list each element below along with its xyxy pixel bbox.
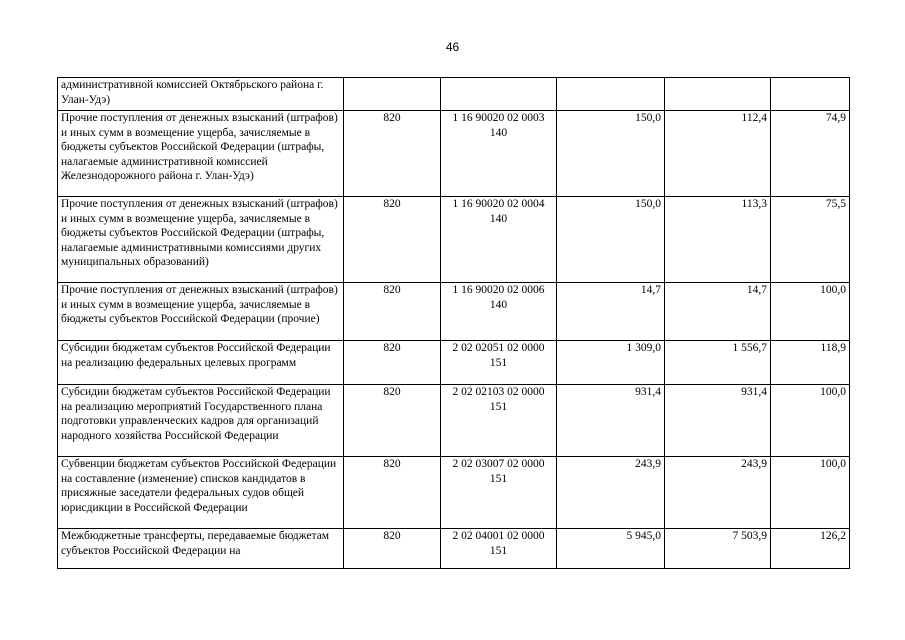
admin-code-cell: 820: [344, 341, 441, 385]
budget-code-cell: 1 16 90020 02 0003 140: [441, 111, 557, 197]
percent-cell: 74,9: [771, 111, 850, 197]
revenue-name-cell: Прочие поступления от денежных взысканий (штрафов) и иных сумм в возмещение ущерба, зачисляемые в бюджеты субъектов Российской Федерации (штрафы, налагаемые административной комиссией Железнодорожного района г. Улан-Удэ): [58, 111, 344, 197]
actual-amount-cell: 243,9: [665, 457, 771, 529]
admin-code-cell: 820: [344, 111, 441, 197]
page-number: 46: [445, 40, 460, 54]
revenue-name-cell: административной комиссией Октябрьского района г. Улан-Удэ): [58, 78, 344, 111]
plan-amount-cell: 243,9: [557, 457, 665, 529]
actual-amount-cell: 113,3: [665, 197, 771, 283]
table-row: [58, 341, 850, 385]
revenue-name-cell: Прочие поступления от денежных взысканий (штрафов) и иных сумм в возмещение ущерба, зачисляемые в бюджеты субъектов Российской Федерации (штрафы, налагаемые административными комиссиями других муниципальных образований): [58, 197, 344, 283]
admin-code-cell: 820: [344, 283, 441, 341]
table-row: [58, 111, 850, 197]
table-row: [58, 529, 850, 569]
budget-code-cell: 1 16 90020 02 0006 140: [441, 283, 557, 341]
budget-code-cell: 2 02 03007 02 0000 151: [441, 457, 557, 529]
table-row: [58, 197, 850, 283]
budget-table: [57, 77, 850, 569]
admin-code-cell: 820: [344, 529, 441, 569]
admin-code-cell: [344, 78, 441, 111]
percent-cell: 126,2: [771, 529, 850, 569]
plan-amount-cell: 5 945,0: [557, 529, 665, 569]
percent-cell: 75,5: [771, 197, 850, 283]
percent-cell: [771, 78, 850, 111]
plan-amount-cell: 931,4: [557, 385, 665, 457]
revenue-name-cell: Межбюджетные трансферты, передаваемые бюджетам субъектов Российской Федерации на: [58, 529, 344, 569]
actual-amount-cell: 112,4: [665, 111, 771, 197]
percent-cell: 118,9: [771, 341, 850, 385]
actual-amount-cell: [665, 78, 771, 111]
table-row: [58, 385, 850, 457]
budget-code-cell: 2 02 02051 02 0000 151: [441, 341, 557, 385]
table-row: [58, 457, 850, 529]
plan-amount-cell: 14,7: [557, 283, 665, 341]
plan-amount-cell: [557, 78, 665, 111]
budget-code-cell: 1 16 90020 02 0004 140: [441, 197, 557, 283]
revenue-name-cell: Субсидии бюджетам субъектов Российской Федерации на реализацию мероприятий Государственного плана подготовки управленческих кадров для организаций народного хозяйства Российской Федерации: [58, 385, 344, 457]
actual-amount-cell: 931,4: [665, 385, 771, 457]
table-row: [58, 283, 850, 341]
percent-cell: 100,0: [771, 457, 850, 529]
percent-cell: 100,0: [771, 385, 850, 457]
table-row: [58, 78, 850, 111]
admin-code-cell: 820: [344, 197, 441, 283]
admin-code-cell: 820: [344, 457, 441, 529]
budget-table-body: [58, 78, 850, 569]
budget-code-cell: 2 02 04001 02 0000 151: [441, 529, 557, 569]
plan-amount-cell: 150,0: [557, 111, 665, 197]
revenue-name-cell: Субвенции бюджетам субъектов Российской Федерации на составление (изменение) списков кандидатов в присяжные заседатели федеральных судов общей юрисдикции в Российской Федерации: [58, 457, 344, 529]
admin-code-cell: 820: [344, 385, 441, 457]
revenue-name-cell: Субсидии бюджетам субъектов Российской Федерации на реализацию федеральных целевых программ: [58, 341, 344, 385]
actual-amount-cell: 14,7: [665, 283, 771, 341]
budget-code-cell: [441, 78, 557, 111]
budget-code-cell: 2 02 02103 02 0000 151: [441, 385, 557, 457]
percent-cell: 100,0: [771, 283, 850, 341]
actual-amount-cell: 1 556,7: [665, 341, 771, 385]
actual-amount-cell: 7 503,9: [665, 529, 771, 569]
plan-amount-cell: 1 309,0: [557, 341, 665, 385]
plan-amount-cell: 150,0: [557, 197, 665, 283]
revenue-name-cell: Прочие поступления от денежных взысканий (штрафов) и иных сумм в возмещение ущерба, зачисляемые в бюджеты субъектов Российской Федерации (прочие): [58, 283, 344, 341]
